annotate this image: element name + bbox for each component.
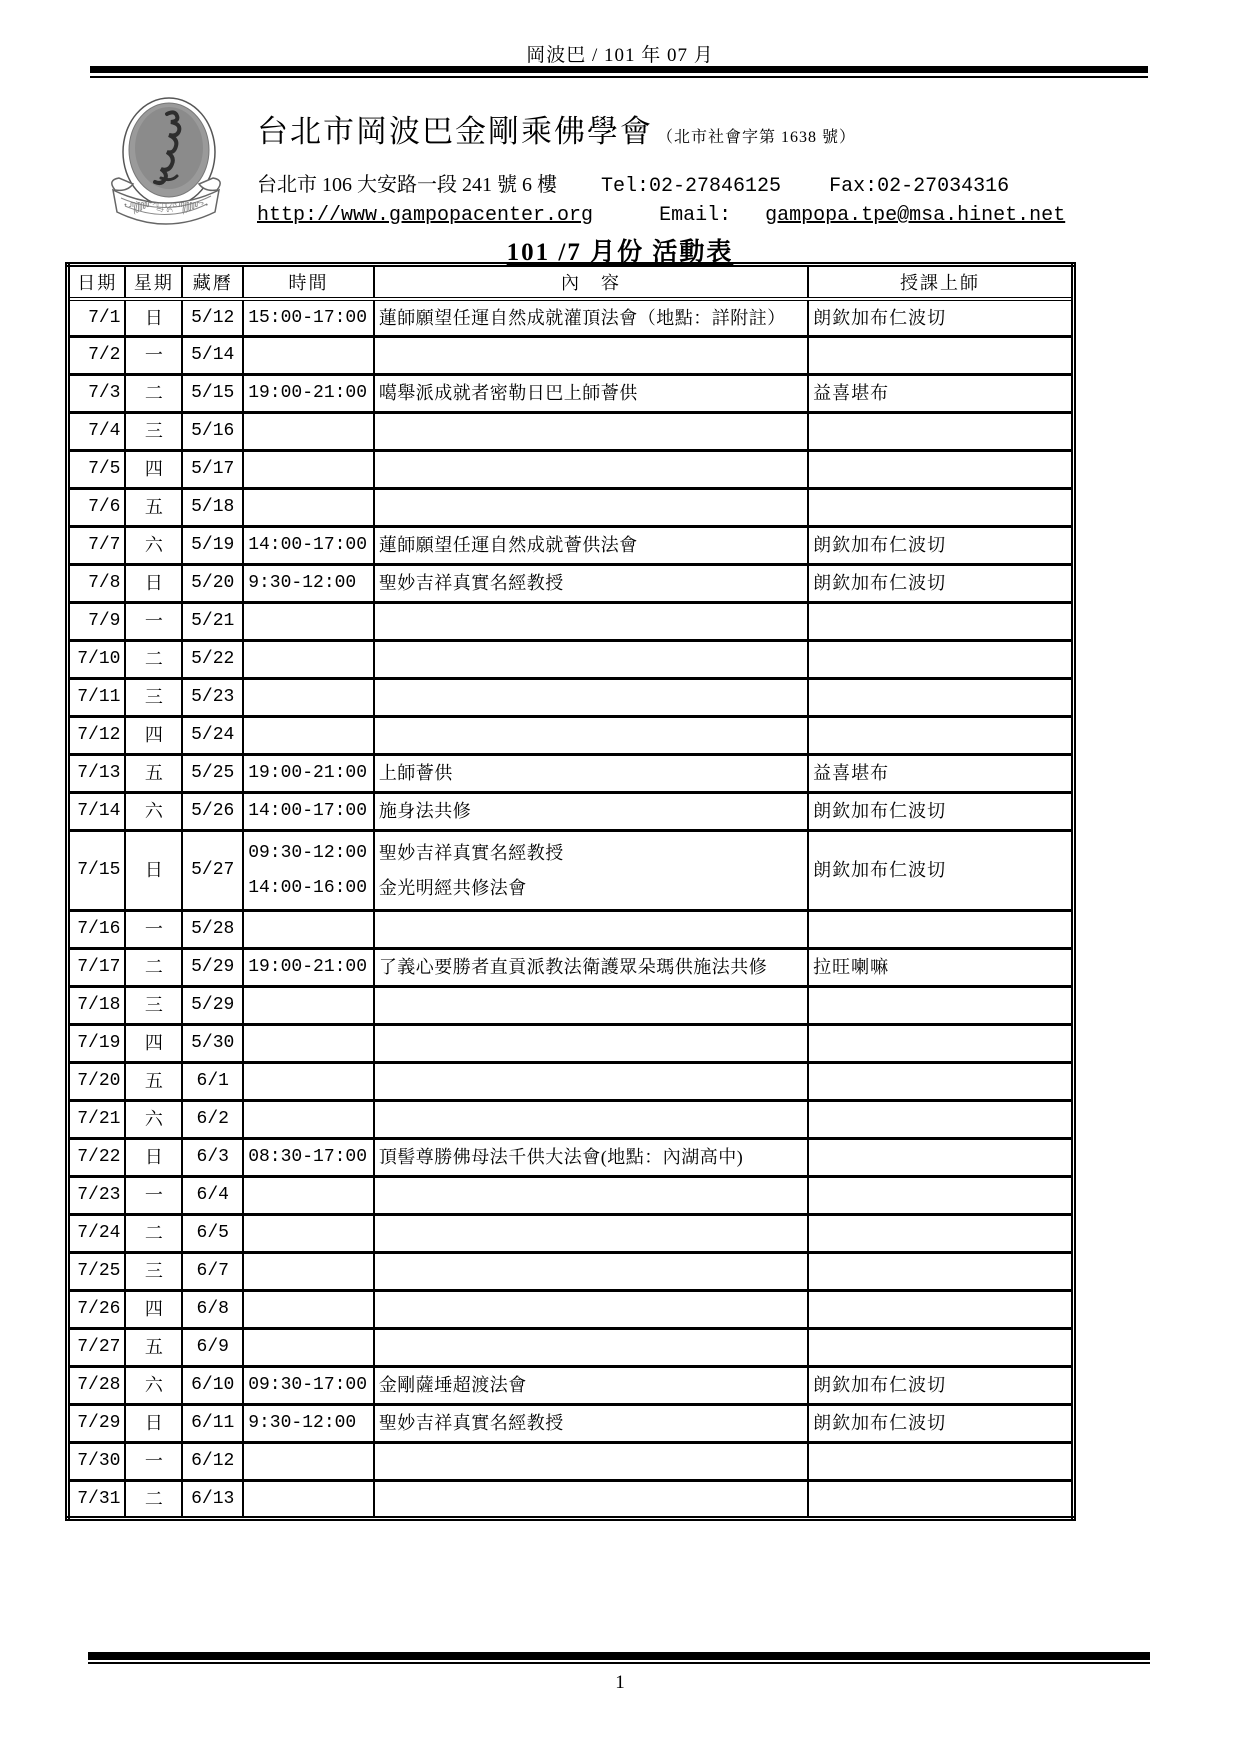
cell-time xyxy=(243,1443,374,1481)
cell-time xyxy=(243,1177,374,1215)
cell-tibetan: 5/12 xyxy=(182,299,243,337)
cell-teacher: 益喜堪布 xyxy=(808,755,1073,793)
cell-time: 15:00-17:00 xyxy=(243,299,374,337)
cell-time: 14:00-17:00 xyxy=(243,527,374,565)
table-row xyxy=(68,1139,1074,1177)
org-tel: Tel:02-27846125 xyxy=(601,175,782,198)
table-row xyxy=(68,299,1074,337)
cell-content xyxy=(374,603,808,641)
cell-time xyxy=(243,641,374,679)
cell-time: 14:00-17:00 xyxy=(243,793,374,831)
cell-time: 19:00-21:00 xyxy=(243,949,374,987)
cell-tibetan: 6/12 xyxy=(182,1443,243,1481)
cell-teacher: 朗欽加布仁波切 xyxy=(808,831,1073,911)
cell-content: 噶舉派成就者密勒日巴上師薈供 xyxy=(374,375,808,413)
cell-tibetan: 5/27 xyxy=(182,831,243,911)
cell-content: 聖妙吉祥真實名經教授 xyxy=(374,1405,808,1443)
cell-content xyxy=(374,1291,808,1329)
cell-date: 7/3 xyxy=(68,375,126,413)
cell-content: 蓮師願望任運自然成就灌頂法會（地點：詳附註） xyxy=(374,299,808,337)
cell-weekday: 二 xyxy=(125,1215,182,1253)
cell-date: 7/13 xyxy=(68,755,126,793)
cell-tibetan: 5/16 xyxy=(182,413,243,451)
cell-tibetan: 5/23 xyxy=(182,679,243,717)
cell-content xyxy=(374,451,808,489)
cell-content xyxy=(374,1329,808,1367)
cell-teacher xyxy=(808,1177,1073,1215)
cell-date: 7/19 xyxy=(68,1025,126,1063)
cell-tibetan: 6/8 xyxy=(182,1291,243,1329)
cell-date: 7/16 xyxy=(68,911,126,949)
cell-tibetan: 5/25 xyxy=(182,755,243,793)
page-number: 1 xyxy=(615,1672,625,1693)
cell-weekday: 三 xyxy=(125,413,182,451)
cell-tibetan: 6/2 xyxy=(182,1101,243,1139)
cell-tibetan: 5/29 xyxy=(182,987,243,1025)
table-row xyxy=(68,1253,1074,1291)
table-row xyxy=(68,1215,1074,1253)
cell-content: 蓮師願望任運自然成就薈供法會 xyxy=(374,527,808,565)
cell-teacher: 拉旺喇嘛 xyxy=(808,949,1073,987)
cell-time: 9:30-12:00 xyxy=(243,565,374,603)
cell-date: 7/18 xyxy=(68,987,126,1025)
table-row xyxy=(68,1025,1074,1063)
cell-teacher xyxy=(808,1291,1073,1329)
header-date: 日期 xyxy=(68,265,126,299)
gampopa-seal-logo xyxy=(95,94,237,232)
cell-date: 7/31 xyxy=(68,1481,126,1519)
cell-time xyxy=(243,1253,374,1291)
cell-teacher xyxy=(808,1025,1073,1063)
cell-weekday: 五 xyxy=(125,1329,182,1367)
cell-time: 19:00-21:00 xyxy=(243,375,374,413)
cell-weekday: 三 xyxy=(125,679,182,717)
cell-date: 7/17 xyxy=(68,949,126,987)
table-row xyxy=(68,1329,1074,1367)
cell-tibetan: 5/20 xyxy=(182,565,243,603)
cell-date: 7/14 xyxy=(68,793,126,831)
cell-time xyxy=(243,413,374,451)
cell-content: 上師薈供 xyxy=(374,755,808,793)
svg-text:᭼᭽᭒᭓᭔᭽᭼: ᭼᭽᭒᭓᭔᭽᭼ xyxy=(122,200,210,210)
cell-date: 7/2 xyxy=(68,337,126,375)
cell-content xyxy=(374,1253,808,1291)
table-row xyxy=(68,1291,1074,1329)
cell-teacher xyxy=(808,679,1073,717)
schedule-table xyxy=(65,262,1076,1521)
org-fax: Fax:02-27034316 xyxy=(829,175,1010,198)
cell-tibetan: 6/4 xyxy=(182,1177,243,1215)
cell-weekday: 五 xyxy=(125,489,182,527)
cell-content xyxy=(374,911,808,949)
cell-content: 金剛薩埵超渡法會 xyxy=(374,1367,808,1405)
cell-time: 19:00-21:00 xyxy=(243,755,374,793)
table-row xyxy=(68,793,1074,831)
cell-time xyxy=(243,1481,374,1519)
cell-weekday: 六 xyxy=(125,1101,182,1139)
cell-teacher xyxy=(808,1101,1073,1139)
cell-content xyxy=(374,1025,808,1063)
cell-weekday: 六 xyxy=(125,793,182,831)
table-row xyxy=(68,489,1074,527)
cell-weekday: 四 xyxy=(125,1291,182,1329)
schedule-table-body xyxy=(68,299,1074,1519)
document-title: 101 /7 月份 活動表 xyxy=(506,239,734,266)
cell-teacher: 朗欽加布仁波切 xyxy=(808,527,1073,565)
cell-weekday: 三 xyxy=(125,987,182,1025)
cell-weekday: 三 xyxy=(125,1253,182,1291)
cell-date: 7/25 xyxy=(68,1253,126,1291)
cell-content xyxy=(374,413,808,451)
cell-content: 頂髻尊勝佛母法千供大法會(地點：內湖高中) xyxy=(374,1139,808,1177)
cell-date: 7/22 xyxy=(68,1139,126,1177)
cell-date: 7/5 xyxy=(68,451,126,489)
cell-content: 施身法共修 xyxy=(374,793,808,831)
cell-tibetan: 5/26 xyxy=(182,793,243,831)
cell-date: 7/28 xyxy=(68,1367,126,1405)
cell-weekday: 二 xyxy=(125,1481,182,1519)
table-row xyxy=(68,337,1074,375)
cell-teacher xyxy=(808,641,1073,679)
cell-date: 7/6 xyxy=(68,489,126,527)
cell-weekday: 四 xyxy=(125,451,182,489)
cell-time xyxy=(243,451,374,489)
cell-tibetan: 5/24 xyxy=(182,717,243,755)
cell-content: 聖妙吉祥真實名經教授 xyxy=(374,565,808,603)
header-content: 內 容 xyxy=(374,265,808,299)
cell-weekday: 日 xyxy=(125,565,182,603)
cell-weekday: 日 xyxy=(125,299,182,337)
cell-teacher xyxy=(808,413,1073,451)
cell-teacher xyxy=(808,1139,1073,1177)
cell-content xyxy=(374,987,808,1025)
cell-content: 聖妙吉祥真實名經教授 金光明經共修法會 xyxy=(374,831,808,911)
table-row xyxy=(68,527,1074,565)
cell-date: 7/30 xyxy=(68,1443,126,1481)
cell-date: 7/11 xyxy=(68,679,126,717)
cell-time xyxy=(243,987,374,1025)
cell-date: 7/29 xyxy=(68,1405,126,1443)
cell-teacher: 朗欽加布仁波切 xyxy=(808,1367,1073,1405)
org-header xyxy=(95,92,1155,227)
org-website-link[interactable]: http://www.gampopacenter.org xyxy=(257,204,594,227)
table-row xyxy=(68,1063,1074,1101)
cell-time xyxy=(243,679,374,717)
cell-weekday: 日 xyxy=(125,1139,182,1177)
cell-time xyxy=(243,717,374,755)
table-row xyxy=(68,451,1074,489)
cell-teacher: 益喜堪布 xyxy=(808,375,1073,413)
cell-teacher xyxy=(808,451,1073,489)
cell-weekday: 四 xyxy=(125,1025,182,1063)
cell-tibetan: 6/1 xyxy=(182,1063,243,1101)
cell-teacher xyxy=(808,1253,1073,1291)
cell-date: 7/7 xyxy=(68,527,126,565)
cell-tibetan: 5/22 xyxy=(182,641,243,679)
cell-tibetan: 5/30 xyxy=(182,1025,243,1063)
cell-teacher xyxy=(808,1443,1073,1481)
cell-content xyxy=(374,717,808,755)
header-weekday: 星期 xyxy=(125,265,182,299)
cell-weekday: 日 xyxy=(125,1405,182,1443)
cell-date: 7/8 xyxy=(68,565,126,603)
table-row xyxy=(68,565,1074,603)
cell-teacher xyxy=(808,987,1073,1025)
cell-time xyxy=(243,337,374,375)
cell-content xyxy=(374,1177,808,1215)
table-row xyxy=(68,1101,1074,1139)
table-row xyxy=(68,375,1074,413)
cell-weekday: 二 xyxy=(125,949,182,987)
table-row xyxy=(68,1405,1074,1443)
cell-tibetan: 5/21 xyxy=(182,603,243,641)
cell-date: 7/4 xyxy=(68,413,126,451)
org-name: 台北市岡波巴金剛乘佛學會 xyxy=(257,114,653,149)
cell-teacher: 朗欽加布仁波切 xyxy=(808,299,1073,337)
cell-content xyxy=(374,489,808,527)
cell-date: 7/9 xyxy=(68,603,126,641)
cell-time: 09:30-12:00 14:00-16:00 xyxy=(243,831,374,911)
cell-tibetan: 6/7 xyxy=(182,1253,243,1291)
cell-teacher xyxy=(808,1481,1073,1519)
cell-time: 9:30-12:00 xyxy=(243,1405,374,1443)
table-row xyxy=(68,641,1074,679)
table-row xyxy=(68,413,1074,451)
cell-date: 7/12 xyxy=(68,717,126,755)
cell-weekday: 一 xyxy=(125,1177,182,1215)
table-row xyxy=(68,1481,1074,1519)
cell-content xyxy=(374,1443,808,1481)
cell-tibetan: 6/10 xyxy=(182,1367,243,1405)
cell-time xyxy=(243,489,374,527)
cell-content xyxy=(374,641,808,679)
cell-tibetan: 5/15 xyxy=(182,375,243,413)
cell-weekday: 六 xyxy=(125,527,182,565)
cell-weekday: 一 xyxy=(125,337,182,375)
header-tibetan: 藏曆 xyxy=(182,265,243,299)
cell-weekday: 五 xyxy=(125,1063,182,1101)
table-row xyxy=(68,987,1074,1025)
cell-weekday: 四 xyxy=(125,717,182,755)
cell-tibetan: 5/19 xyxy=(182,527,243,565)
table-row xyxy=(68,1367,1074,1405)
schedule-table-wrap xyxy=(65,262,1076,1521)
cell-teacher: 朗欽加布仁波切 xyxy=(808,565,1073,603)
cell-date: 7/27 xyxy=(68,1329,126,1367)
cell-time xyxy=(243,1101,374,1139)
cell-content xyxy=(374,337,808,375)
cell-date: 7/26 xyxy=(68,1291,126,1329)
cell-content: 了義心要勝者直貢派教法衛護眾朵瑪供施法共修 xyxy=(374,949,808,987)
cell-teacher xyxy=(808,911,1073,949)
cell-time: 09:30-17:00 xyxy=(243,1367,374,1405)
cell-date: 7/10 xyxy=(68,641,126,679)
cell-teacher: 朗欽加布仁波切 xyxy=(808,1405,1073,1443)
cell-weekday: 六 xyxy=(125,1367,182,1405)
cell-teacher xyxy=(808,1215,1073,1253)
footer-rule xyxy=(88,1652,1150,1664)
table-row xyxy=(68,1443,1074,1481)
org-address: 台北市 106 大安路一段 241 號 6 樓 xyxy=(257,174,557,196)
cell-tibetan: 5/17 xyxy=(182,451,243,489)
cell-content xyxy=(374,1215,808,1253)
cell-weekday: 二 xyxy=(125,375,182,413)
cell-date: 7/24 xyxy=(68,1215,126,1253)
cell-time xyxy=(243,1063,374,1101)
cell-content xyxy=(374,679,808,717)
cell-content xyxy=(374,1063,808,1101)
cell-time xyxy=(243,911,374,949)
cell-teacher xyxy=(808,603,1073,641)
cell-date: 7/21 xyxy=(68,1101,126,1139)
cell-time xyxy=(243,1329,374,1367)
cell-content xyxy=(374,1101,808,1139)
cell-teacher xyxy=(808,1329,1073,1367)
running-head: 岡波巴 / 101 年 07 月 xyxy=(526,45,714,66)
cell-tibetan: 6/11 xyxy=(182,1405,243,1443)
cell-weekday: 日 xyxy=(125,831,182,911)
cell-time xyxy=(243,603,374,641)
cell-date: 7/23 xyxy=(68,1177,126,1215)
cell-tibetan: 5/18 xyxy=(182,489,243,527)
cell-date: 7/20 xyxy=(68,1063,126,1101)
cell-time xyxy=(243,1215,374,1253)
cell-time xyxy=(243,1291,374,1329)
table-row xyxy=(68,755,1074,793)
org-email-link[interactable]: gampopa.tpe@msa.hinet.net xyxy=(765,204,1066,227)
cell-time xyxy=(243,1025,374,1063)
table-row xyxy=(68,831,1074,911)
table-row xyxy=(68,679,1074,717)
cell-teacher xyxy=(808,489,1073,527)
table-row xyxy=(68,603,1074,641)
header-rule xyxy=(90,66,1148,78)
cell-date: 7/1 xyxy=(68,299,126,337)
table-row xyxy=(68,717,1074,755)
cell-teacher xyxy=(808,717,1073,755)
cell-tibetan: 6/5 xyxy=(182,1215,243,1253)
cell-weekday: 一 xyxy=(125,603,182,641)
cell-tibetan: 6/3 xyxy=(182,1139,243,1177)
table-header-row xyxy=(68,265,1074,299)
cell-tibetan: 5/29 xyxy=(182,949,243,987)
cell-weekday: 二 xyxy=(125,641,182,679)
table-row xyxy=(68,949,1074,987)
org-email-label: Email: xyxy=(659,204,732,227)
header-time: 時間 xyxy=(243,265,374,299)
cell-weekday: 一 xyxy=(125,911,182,949)
cell-weekday: 一 xyxy=(125,1443,182,1481)
cell-tibetan: 6/9 xyxy=(182,1329,243,1367)
header-teacher: 授課上師 xyxy=(808,265,1073,299)
cell-tibetan: 5/28 xyxy=(182,911,243,949)
table-row xyxy=(68,911,1074,949)
cell-time: 08:30-17:00 xyxy=(243,1139,374,1177)
cell-teacher: 朗欽加布仁波切 xyxy=(808,793,1073,831)
cell-teacher xyxy=(808,1063,1073,1101)
cell-weekday: 五 xyxy=(125,755,182,793)
cell-content xyxy=(374,1481,808,1519)
cell-tibetan: 6/13 xyxy=(182,1481,243,1519)
cell-tibetan: 5/14 xyxy=(182,337,243,375)
table-row xyxy=(68,1177,1074,1215)
cell-teacher xyxy=(808,337,1073,375)
org-registration: （北市社會字第 1638 號） xyxy=(657,129,857,146)
cell-date: 7/15 xyxy=(68,831,126,911)
